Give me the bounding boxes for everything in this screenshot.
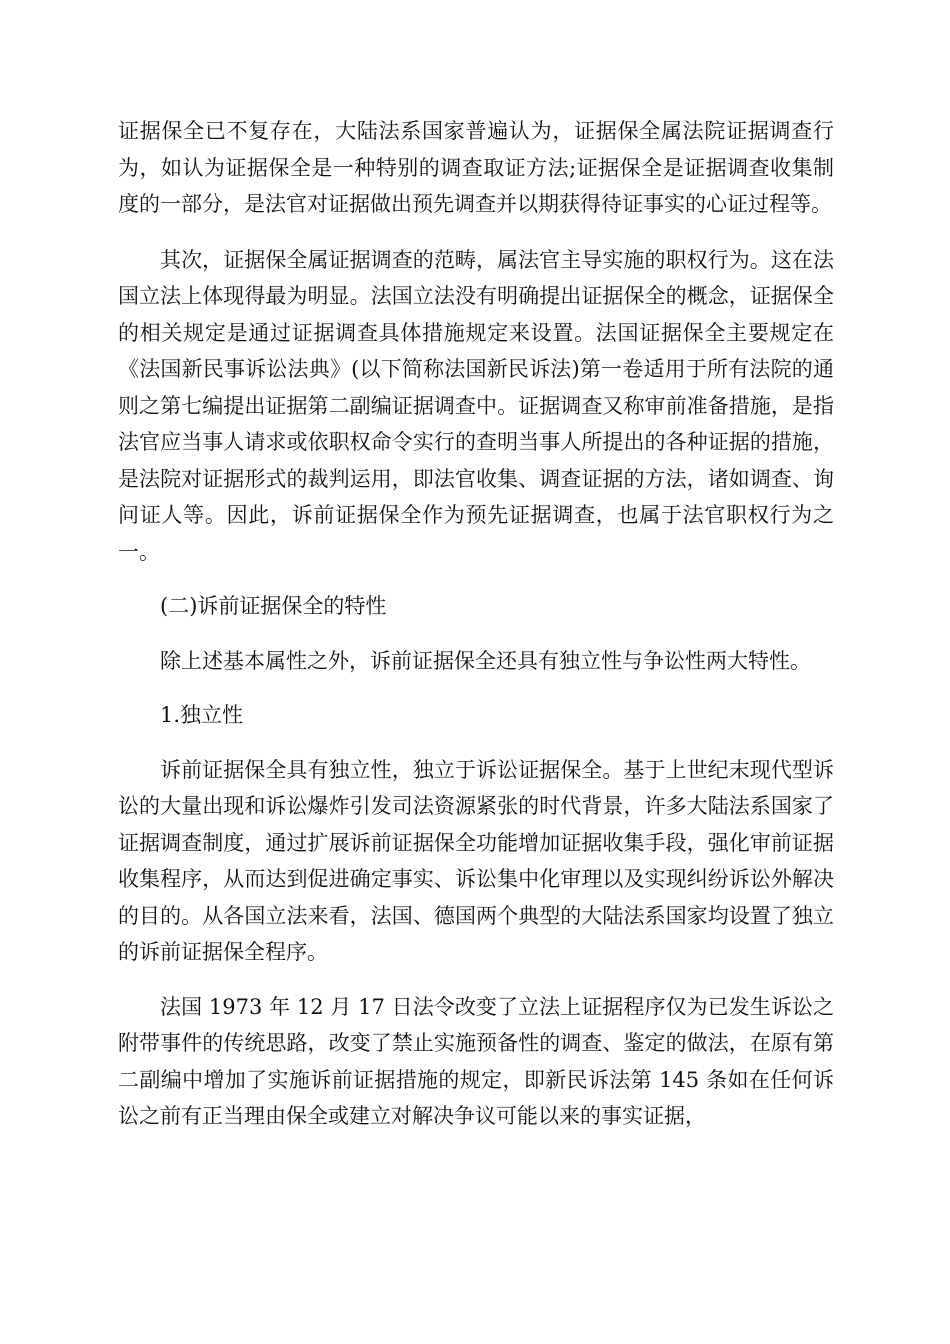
section-heading: (二)诉前证据保全的特性 [160,594,387,618]
paragraph-body: 法国 1973 年 12 月 17 日法令改变了立法上证据程序仅为已发生诉讼之附带事件的传统思路，改变了禁止实施预备性的调查、鉴定的做法，在原有第二副编中增加了实施诉前证据措施的规定，即新民诉法第 145 条如在任何诉讼之前有正当理由保全或建立对解决争议可能以来的事实证据， [118,994,834,1128]
document-body [118,113,834,1135]
paragraph-body: 其次，证据保全属证据调查的范畴，属法官主导实施的职权行为。这在法国立法上体现得最为明显。法国立法没有明确提出证据保全的概念，证据保全的相关规定是通过证据调查具体措施规定来设置。法国证据保全主要规定在《法国新民事诉讼法典》(以下简称法国新民诉法)第一卷适用于所有法院的通则之第七编提出证据第二副编证据调查中。证据调查又称审前准备措施，是指法官应当事人请求或依职权命令实行的查明当事人所提出的各种证据的措施，是法院对证据形式的裁判运用，即法官收集、调查证据的方法，诸如调查、询问证人等。因此，诉前证据保全作为预先证据调查，也属于法官职权行为之一。 [118,247,834,564]
paragraph-body: 诉前证据保全具有独立性，独立于诉讼证据保全。基于上世纪末现代型诉讼的大量出现和诉讼爆炸引发司法资源紧张的时代背景，许多大陆法系国家了证据调查制度，通过扩展诉前证据保全功能增加证据收集手段，强化审前证据收集程序，从而达到促进确定事实、诉讼集中化审理以及实现纠纷诉讼外解决的目的。从各国立法来看，法国、德国两个典型的大陆法系国家均设置了独立的诉前证据保全程序。 [118,757,834,964]
paragraph-body: 除上述基本属性之外，诉前证据保全还具有独立性与争讼性两大特性。 [160,648,811,673]
paragraph-continuation: 证据保全已不复存在，大陆法系国家普遍认为，证据保全属法院证据调查行为，如认为证据保全是一种特别的调查取证方法;证据保全是证据调查收集制度的一部分，是法官对证据做出预先调查并以期获得待证事实的心证过程等。 [118,119,834,216]
subsection-heading: 1.独立性 [160,703,244,727]
